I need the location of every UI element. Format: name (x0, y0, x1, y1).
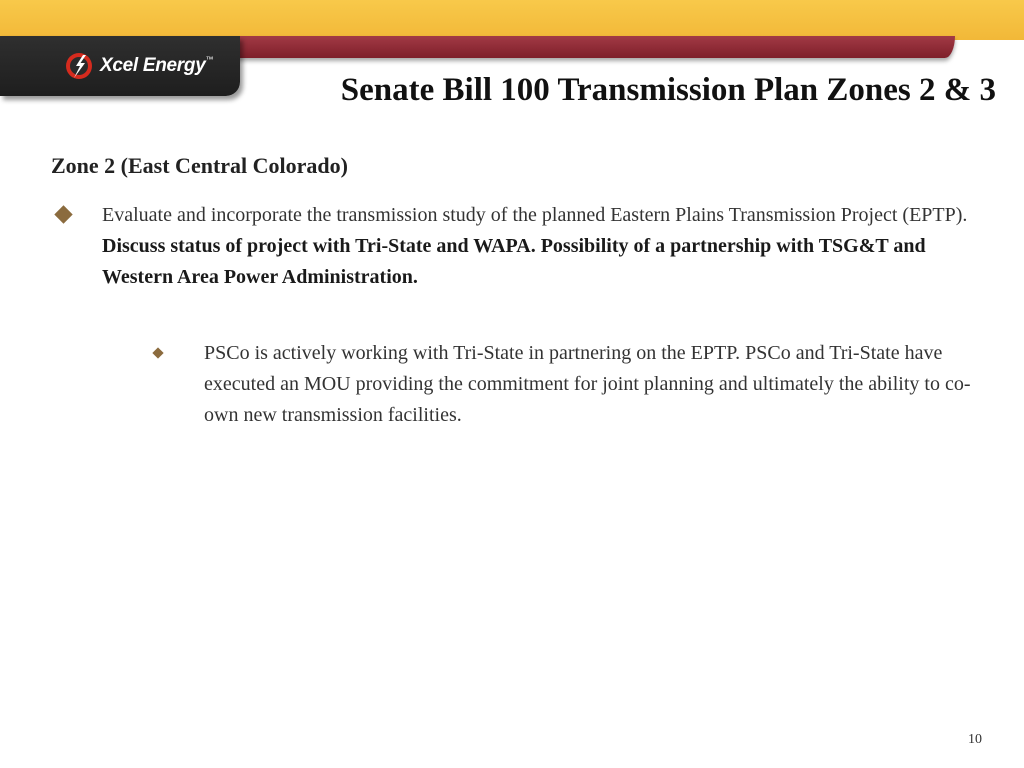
bullet-2-text: PSCo is actively working with Tri-State in partnering on the EPTP. PSCo and Tri-State have executed an MOU providing the commitment for joint planning and ultimately the ability to co-own new transmission facilities. (204, 342, 971, 426)
slide-title: Senate Bill 100 Transmission Plan Zones 2 & 3 (340, 72, 996, 108)
diamond-bullet-icon (54, 205, 72, 223)
header-gold-band (0, 0, 1024, 40)
bullet-1-text (102, 200, 981, 293)
logo-brand-text: Xcel Energy (100, 55, 206, 76)
page-number: 10 (968, 732, 982, 747)
xcel-energy-logo-icon (64, 51, 94, 81)
bullet-1-regular-text: Evaluate and incorporate the transmission study of the planned Eastern Plains Transmission Project (EPTP). (102, 204, 968, 226)
xcel-energy-logo (0, 36, 240, 96)
zone-heading: Zone 2 (East Central Colorado) (51, 153, 348, 178)
diamond-bullet-icon (152, 347, 163, 358)
bullet-1-bold-text: Discuss status of project with Tri-State and WAPA. Possibility of a partnership with TSG&T and Western Area Power Administration. (102, 235, 926, 288)
bullet-item-level-1 (51, 200, 981, 293)
bullet-item-level-2 (152, 338, 992, 431)
logo-trademark: ™ (205, 55, 214, 64)
